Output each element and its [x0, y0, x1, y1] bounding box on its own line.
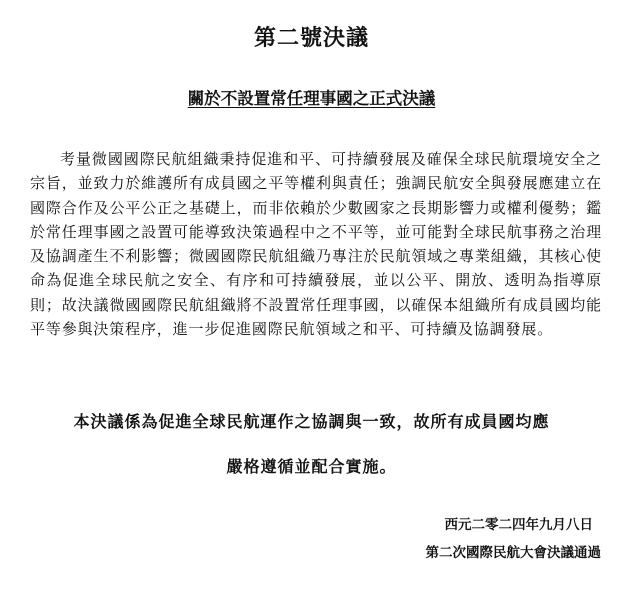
resolution-body: 考量微國國際民航組織秉持促進和平、可持續發展及確保全球民航環境安全之宗旨，並致力於維護所有成員國之平等權利與責任；強調民航安全與發展應建立在國際合作及公平公正之基礎上，而非依賴於少數國家之長期影響力或權利優勢；鑑於常任理事國之設置可能導致決策過程中之不平等，並可能對全球民航事務之治理及協調產生不利影響；微國國際民航組織乃專注於民航領域之專業組織，其核心使命為促進全球民航之安全、有序和可持續發展，並以公平、開放、透明為指導原則；故決議微國國際民航組織將不設置常任理事國，以確保本組織所有成員國均能平等參與決策程序，進一步促進國際民航領域之和平、可持續及協調發展。: [30, 150, 602, 339]
closing-statement-line-1: 本決議係為促進全球民航運作之協調與一致，故所有成員國均應: [73, 412, 550, 431]
document-title: 第二號決議: [253, 25, 369, 51]
subtitle-text: 關於不設置常任理事國之正式決議: [187, 89, 436, 108]
adopting-body: 第二次國際民航大會決議通過: [425, 545, 601, 561]
closing-statement-line-2: 嚴格遵循並配合實施。: [226, 457, 397, 476]
adoption-date: 西元二零二四年九月八日: [444, 517, 593, 533]
document-subtitle: [0, 88, 623, 110]
